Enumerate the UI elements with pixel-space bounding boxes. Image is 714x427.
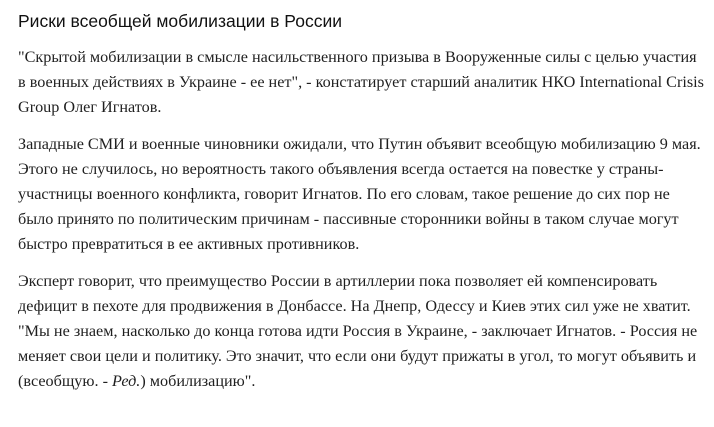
article-heading: Риски всеобщей мобилизации в России bbox=[18, 11, 342, 31]
paragraph-expert-end: ) мобилизацию". bbox=[140, 372, 256, 390]
paragraph-quote: "Скрытой мобилизации в смысле насильственного призыва в Вооруженные силы с целью участия в военных действиях в Украине - ее нет", - констатирует старший аналитик НКО International Crisis Group Олег Игнатов. bbox=[18, 48, 704, 116]
paragraph-western-media: Западные СМИ и военные чиновники ожидали, что Путин объявит всеобщую мобилизацию 9 мая. Этого не случилось, но вероятность такого объявления всегда остается на повестке у страны-участницы военного конфликта, говорит Игнатов. По его словам, такое решение до сих пор не было принято по политическим причинам - пассивные сторонники войны в таком случае могут быстро превратиться в ее активных противников. bbox=[18, 135, 701, 253]
paragraph-expert bbox=[18, 269, 704, 394]
editor-note: Ред. bbox=[112, 372, 141, 390]
article bbox=[18, 9, 704, 406]
paragraph-expert-text: Эксперт говорит, что преимущество России в артиллерии пока позволяет ей компенсировать дефицит в пехоте для продвижения в Донбассе. На Днепр, Одессу и Киев этих сил уже не хватит. "Мы не знаем, насколько до конца готова идти Россия в Украине, - заключает Игнатов. - Россия не меняет свои цели и политику. Это значит, что если они будут прижаты в угол, то могут объявить и (всеобщую. - bbox=[18, 272, 698, 390]
